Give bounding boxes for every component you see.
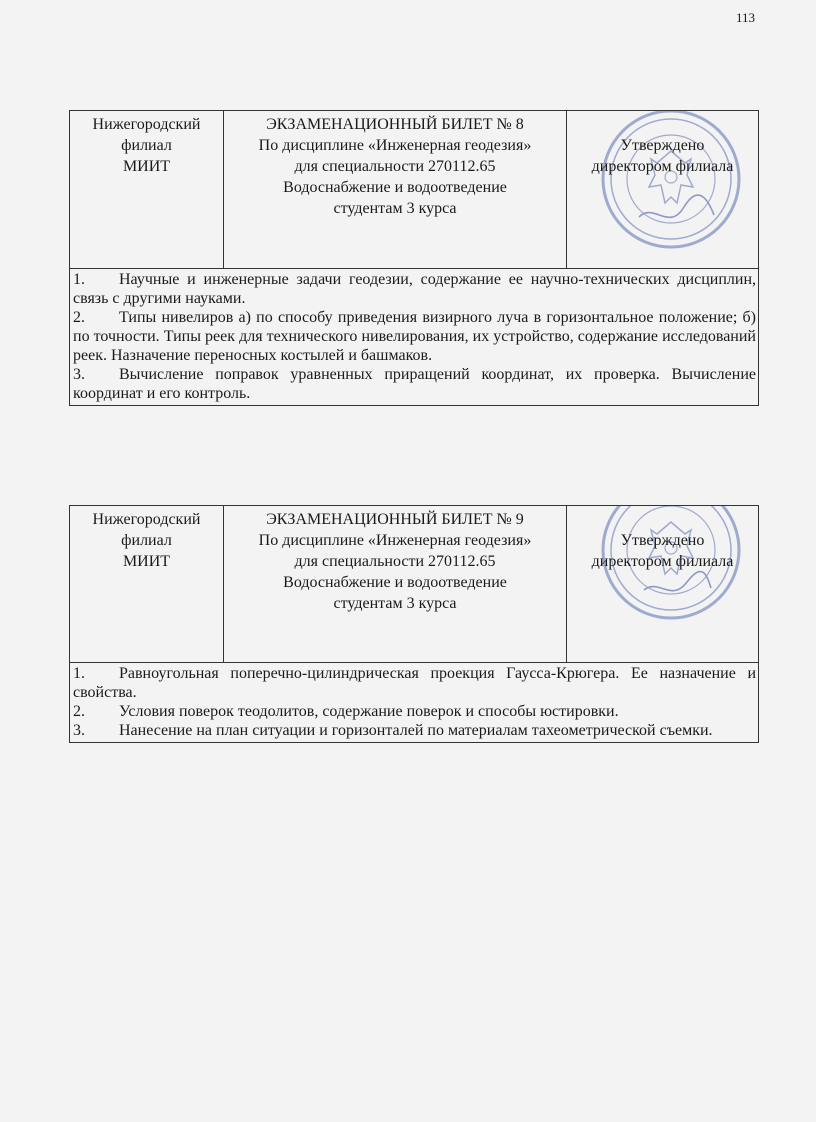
question-item bbox=[73, 664, 756, 702]
question-number: 1. bbox=[73, 271, 85, 288]
question-number: 3. bbox=[73, 366, 85, 383]
specialty-name: Водоснабжение и водоотведение bbox=[283, 179, 507, 196]
specialty-line: для специальности 270112.65 bbox=[294, 158, 496, 175]
branch-line: МИИТ bbox=[122, 553, 171, 570]
question-item bbox=[73, 308, 756, 365]
title-cell bbox=[224, 111, 567, 268]
question-text: Вычисление поправок уравненных приращений координат, их проверка. Вычисление координат и его контроль. bbox=[73, 366, 756, 402]
question-item bbox=[73, 721, 756, 740]
ticket-title: ЭКЗАМЕНАЦИОННЫЙ БИЛЕТ № 8 bbox=[266, 116, 524, 133]
discipline-line: По дисциплине «Инженерная геодезия» bbox=[258, 532, 532, 549]
question-item bbox=[73, 270, 756, 308]
questions-list bbox=[70, 269, 758, 405]
discipline-line: По дисциплине «Инженерная геодезия» bbox=[258, 137, 532, 154]
ticket-header bbox=[70, 506, 758, 663]
question-text: Нанесение на план ситуации и горизонталей по материалам тахеометрической съемки. bbox=[119, 722, 713, 739]
approval-cell bbox=[567, 111, 758, 268]
branch-line: Нижегородский bbox=[92, 116, 201, 133]
question-text: Условия поверок теодолитов, содержание поверок и способы юстировки. bbox=[119, 703, 619, 720]
branch-cell bbox=[70, 506, 224, 662]
question-number: 3. bbox=[73, 722, 85, 739]
branch-cell bbox=[70, 111, 224, 268]
question-text: Типы нивелиров а) по способу приведения визирного луча в горизонтальное положение; б) по точности. Типы реек для технического нивелирования, их устройство, содержание исследований реек. Назначение переносных костылей и башмаков. bbox=[73, 309, 756, 364]
question-number: 1. bbox=[73, 665, 85, 682]
specialty-line: для специальности 270112.65 bbox=[294, 553, 496, 570]
question-item bbox=[73, 702, 756, 721]
course-line: студентам 3 курса bbox=[333, 200, 457, 217]
branch-line: Нижегородский bbox=[92, 511, 201, 528]
question-text: Равноугольная поперечно-цилиндрическая проекция Гаусса-Крюгера. Ее назначение и свойства. bbox=[73, 665, 756, 701]
branch-line: филиал bbox=[121, 137, 172, 154]
question-text: Научные и инженерные задачи геодезии, содержание ее научно-технических дисциплин, связь с другими науками. bbox=[73, 271, 756, 307]
title-cell bbox=[224, 506, 567, 662]
approval-line: Утверждено bbox=[620, 137, 705, 154]
approval-cell bbox=[567, 506, 758, 662]
question-number: 2. bbox=[73, 703, 85, 720]
exam-ticket-9 bbox=[69, 505, 759, 743]
specialty-name: Водоснабжение и водоотведение bbox=[283, 574, 507, 591]
approval-line: директором филиала bbox=[591, 553, 734, 570]
ticket-header bbox=[70, 111, 758, 269]
questions-list bbox=[70, 663, 758, 742]
course-line: студентам 3 курса bbox=[333, 595, 457, 612]
question-item bbox=[73, 365, 756, 403]
approval-line: директором филиала bbox=[591, 158, 734, 175]
ticket-title: ЭКЗАМЕНАЦИОННЫЙ БИЛЕТ № 9 bbox=[266, 511, 524, 528]
question-number: 2. bbox=[73, 309, 85, 326]
branch-line: МИИТ bbox=[122, 158, 171, 175]
approval-line: Утверждено bbox=[620, 532, 705, 549]
official-seal-stamp bbox=[599, 111, 743, 251]
exam-ticket-8 bbox=[69, 110, 759, 406]
page-number: 113 bbox=[736, 10, 756, 25]
branch-line: филиал bbox=[121, 532, 172, 549]
